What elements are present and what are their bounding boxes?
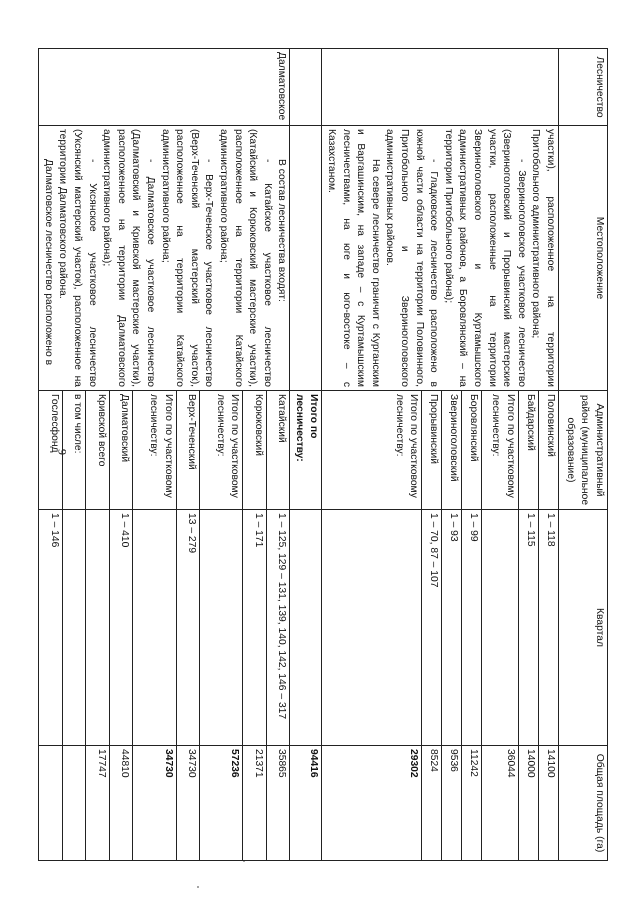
desc-paragraph: - Далматовское участковое лесничество (Далматовский и Кривской мастерские участки), расположенное на территории Далматовского административного района); — [101, 129, 156, 387]
header-area: Общая площадь (га) — [559, 746, 608, 861]
desc-paragraph: - Катайское участковое лесничество (Катайский и Корюковский мастерские участки), расположенное на территории Катайского административного района; — [217, 129, 273, 387]
district-cell: Катайский — [266, 391, 290, 510]
area-cell: 17747 — [86, 746, 110, 861]
area-cell — [62, 746, 86, 861]
location-cell — [290, 126, 322, 391]
desc-paragraph: - Верх-Теченское участковое лесничество (Верх-Теченский мастерский участок), расположенное на территории Катайского административного района; — [159, 129, 215, 387]
district-cell: Корюковский — [243, 391, 267, 510]
area-cell: 14100 — [539, 746, 559, 861]
district-cell: Итого по участковому лесничеству: — [133, 391, 176, 510]
district-cell: Звериноголовский — [442, 391, 462, 510]
quarter-cell — [290, 510, 322, 746]
area-cell: 57236 — [200, 746, 243, 861]
header-quarter: Квартал — [559, 510, 608, 746]
district-cell: Верх-Теченский — [176, 391, 200, 510]
quarter-cell: 13 – 279 — [176, 510, 200, 746]
area-cell: 29302 — [322, 746, 422, 861]
forestry-table — [38, 48, 608, 861]
quarter-cell: 1 – 125, 129 – 131, 139, 140, 142, 146 – 317 — [266, 510, 290, 746]
desc-paragraph: В состав лесничества входят: — [276, 159, 288, 302]
total-row — [290, 49, 322, 861]
quarter-cell: 1 – 99 — [462, 510, 482, 746]
table-row — [266, 49, 290, 861]
area-cell: 35865 — [266, 746, 290, 861]
quarter-cell: 1 – 410 — [109, 510, 133, 746]
quarter-cell — [200, 510, 243, 746]
page-number: 9 — [55, 449, 70, 455]
desc-paragraph: На севере лесничество граничит с Курганским и Варгашинским, на западе – с Куртамышским лесничествами, на юге и юго-востоке – с Казахстаном. — [326, 129, 381, 387]
header-forestry: Лесничество — [559, 49, 608, 126]
district-cell: Гослесфонд — [39, 391, 63, 510]
desc-paragraph: участки), расположенное на территории Притобольного административного района; — [530, 129, 556, 387]
quarter-cell: 1 – 93 — [442, 510, 462, 746]
desc-paragraph: Далматовское лесничество расположено в — [42, 159, 54, 366]
quarter-cell — [322, 510, 422, 746]
table-row — [539, 49, 559, 861]
area-cell: 8524 — [422, 746, 442, 861]
area-cell: 14000 — [519, 746, 539, 861]
district-cell: Кривской всего — [86, 391, 110, 510]
district-cell: Далматовский — [109, 391, 133, 510]
forestry-cell — [290, 49, 322, 126]
quarter-cell — [482, 510, 519, 746]
district-cell: Прорывинский — [422, 391, 442, 510]
rotated-table-container — [42, 48, 608, 860]
quarter-cell — [86, 510, 110, 746]
district-cell: Итого по участковому лесничеству: — [482, 391, 519, 510]
district-cell: Байдарский — [519, 391, 539, 510]
header-location: Местоположение — [559, 126, 608, 391]
area-cell: 11242 — [462, 746, 482, 861]
quarter-cell: 1 – 118 — [539, 510, 559, 746]
district-cell: Итого по участковому лесничеству: — [200, 391, 243, 510]
quarter-cell — [62, 510, 86, 746]
area-cell: 9536 — [442, 746, 462, 861]
quarter-cell: 1 – 115 — [519, 510, 539, 746]
quarter-cell — [133, 510, 176, 746]
desc-paragraph: - Звериноголовское участковое лесничество (Звериноголовский и Прорывинский мастерские участки, расположенные на территории Звериноголовского и Куртамышского административных районов, а Боровлянский – на территории Притобольного района); — [442, 129, 527, 387]
quarter-cell: 1 – 171 — [243, 510, 267, 746]
total-area: 94416 — [290, 746, 322, 861]
desc-paragraph: - Уксянское участковое лесничество (Уксянский мастерский участок), расположенное на территории Далматовского района. — [57, 129, 98, 387]
area-cell: 34730 — [133, 746, 176, 861]
area-cell — [39, 746, 63, 861]
area-cell: 36044 — [482, 746, 519, 861]
desc-paragraph: - Гладковское лесничество расположено в южной части области на территории Половинного, Притобольного и Звериноголовского административных районов. — [384, 129, 440, 387]
district-cell: Половинский — [539, 391, 559, 510]
header-row — [559, 49, 608, 861]
scan-speck — [197, 886, 199, 888]
forestry-name: Далматовское — [39, 49, 290, 126]
location-description — [39, 126, 290, 391]
area-cell: 34730 — [176, 746, 200, 861]
district-cell: в том числе: — [62, 391, 86, 510]
total-label: Итого по лесничеству: — [290, 391, 322, 510]
header-district: Административный район (муниципальное образование) — [559, 391, 608, 510]
location-description — [322, 126, 559, 391]
district-cell: Боровлянский — [462, 391, 482, 510]
area-cell: 44810 — [109, 746, 133, 861]
quarter-cell: 1 – 146 — [39, 510, 63, 746]
forestry-cell — [322, 49, 559, 126]
area-cell: 21371 — [243, 746, 267, 861]
quarter-cell: 1 – 70, 87 – 107 — [422, 510, 442, 746]
district-cell: Итого по участковому лесничеству: — [322, 391, 422, 510]
